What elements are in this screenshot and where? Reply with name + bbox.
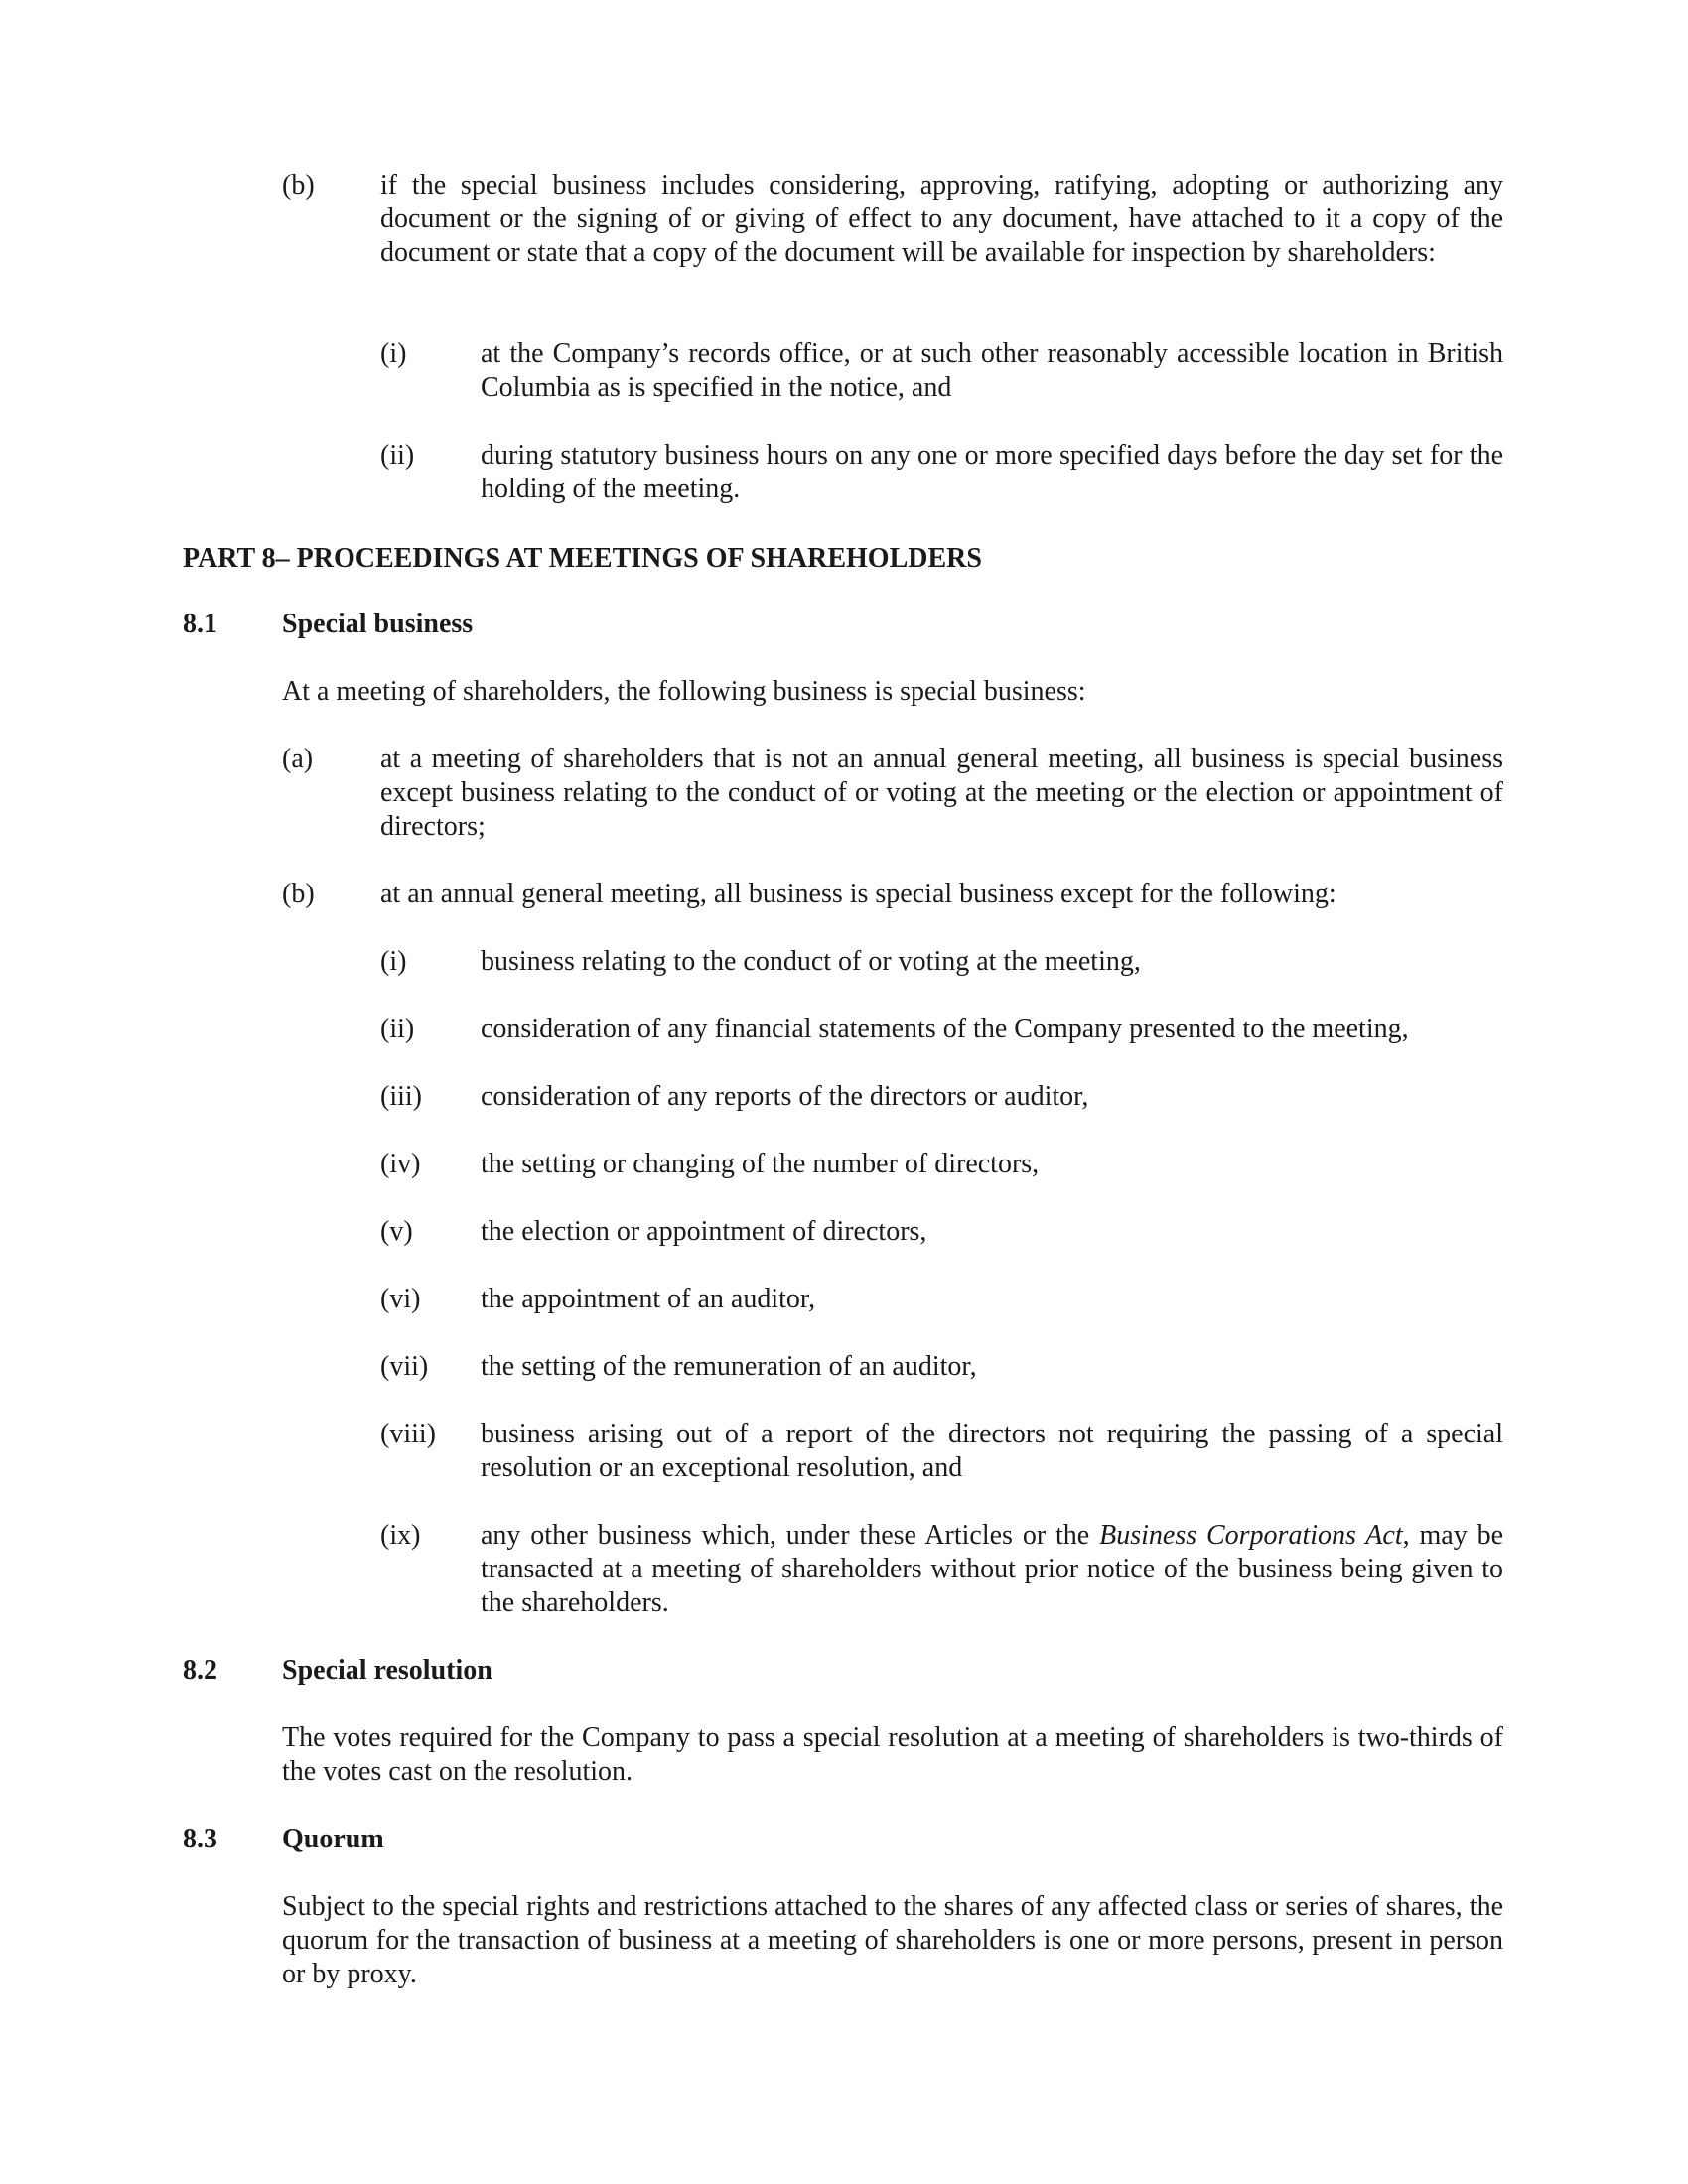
item-label: (iv) bbox=[380, 1149, 421, 1179]
section-title: Quorum bbox=[282, 1824, 384, 1854]
item-text: business arising out of a report of the directors not requiring the passing of a special resolution or an exceptional resolution, and bbox=[481, 1419, 1503, 1483]
section-lead-paragraph: At a meeting of shareholders, the following business is special business: bbox=[282, 676, 1086, 707]
section-title: Special resolution bbox=[282, 1655, 492, 1686]
item-label: (ii) bbox=[380, 1014, 415, 1044]
item-text: the appointment of an auditor, bbox=[481, 1284, 816, 1314]
item-text: at a meeting of shareholders that is not an annual general meeting, all business is special business except business relating to the conduct of or voting at the meeting or the election or appointment of directors; bbox=[380, 744, 1503, 842]
item-text bbox=[481, 1519, 1503, 1620]
act-name: Business Corporations Act bbox=[1099, 1520, 1403, 1551]
item-label: (ix) bbox=[380, 1520, 421, 1551]
item-text: at an annual general meeting, all business is special business except for the following: bbox=[380, 879, 1336, 909]
item-text: the election or appointment of directors, bbox=[481, 1216, 927, 1247]
item-label: (i) bbox=[380, 339, 407, 369]
section-paragraph: Subject to the special rights and restrictions attached to the shares of any affected class or series of shares, the quorum for the transaction of business at a meeting of shareholders is one or more persons, present in person or by proxy. bbox=[282, 1891, 1503, 1989]
item-label: (b) bbox=[282, 879, 315, 909]
item-text: during statutory business hours on any one or more specified days before the day set for the holding of the meeting. bbox=[481, 440, 1503, 504]
item-label: (vii) bbox=[380, 1351, 429, 1382]
item-label: (a) bbox=[282, 744, 314, 774]
item-text: consideration of any reports of the directors or auditor, bbox=[481, 1081, 1089, 1112]
section-number: 8.3 bbox=[183, 1824, 217, 1854]
item-text: the setting or changing of the number of directors, bbox=[481, 1149, 1040, 1179]
item-text: business relating to the conduct of or voting at the meeting, bbox=[481, 946, 1141, 977]
item-label: (i) bbox=[380, 946, 407, 977]
section-title: Special business bbox=[282, 609, 474, 639]
item-label: (iii) bbox=[380, 1081, 422, 1112]
item-label: (b) bbox=[282, 170, 315, 201]
part-title: PART 8– PROCEEDINGS AT MEETINGS OF SHAREHOLDERS bbox=[183, 543, 982, 574]
section-number: 8.2 bbox=[183, 1655, 217, 1686]
item-label: (ii) bbox=[380, 440, 415, 471]
item-text: the setting of the remuneration of an auditor, bbox=[481, 1351, 977, 1382]
item-label: (viii) bbox=[380, 1419, 436, 1449]
item-text-part: , may be transacted at a meeting of shareholders without prior notice of the business being given to the shareholders. bbox=[481, 1520, 1504, 1618]
item-label: (vi) bbox=[380, 1284, 421, 1314]
item-text-part: any other business which, under these Articles or the bbox=[481, 1520, 1100, 1551]
section-paragraph: The votes required for the Company to pass a special resolution at a meeting of shareholders is two-thirds of the votes cast on the resolution. bbox=[282, 1722, 1503, 1787]
section-number: 8.1 bbox=[183, 609, 217, 639]
item-label: (v) bbox=[380, 1216, 413, 1247]
item-text: consideration of any financial statements of the Company presented to the meeting, bbox=[481, 1014, 1409, 1044]
item-text: if the special business includes considering, approving, ratifying, adopting or authorizing any document or the signing of or giving of effect to any document, have attached to it a copy of the document or state that a copy of the document will be available for inspection by shareholders: bbox=[380, 170, 1503, 268]
item-text: at the Company’s records office, or at such other reasonably accessible location in British Columbia as is specified in the notice, and bbox=[481, 339, 1503, 403]
